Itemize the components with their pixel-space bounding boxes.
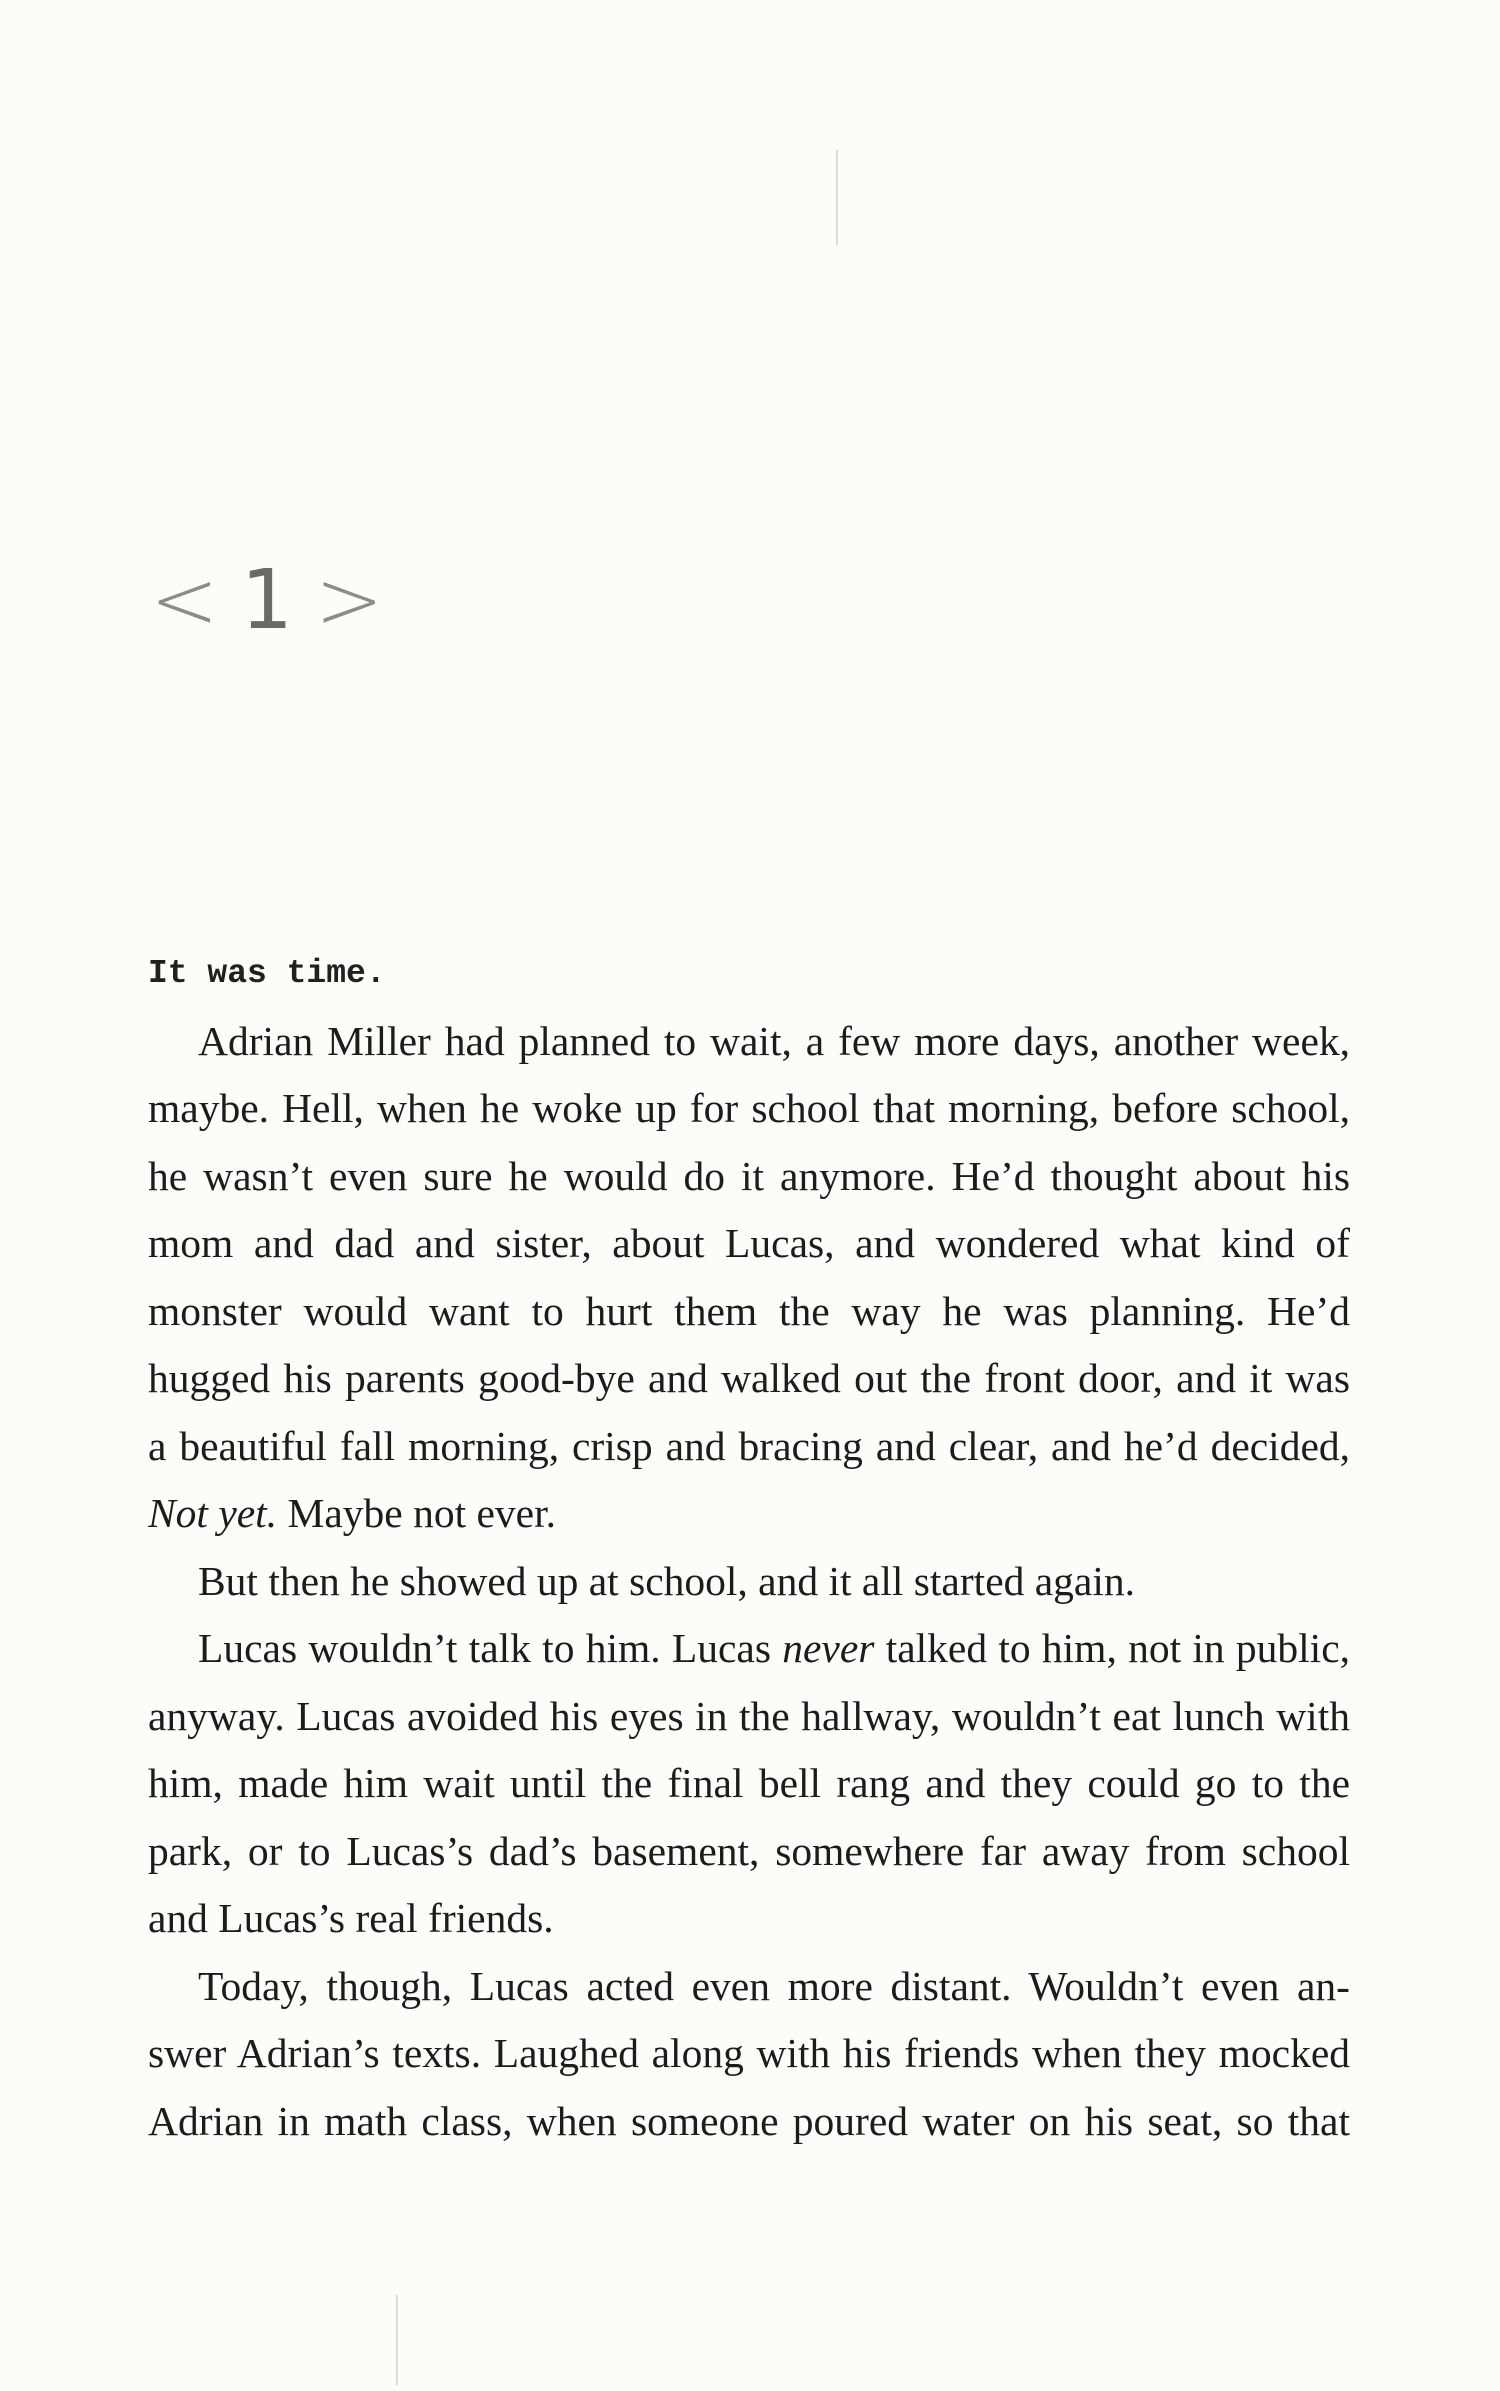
text-line: anyway. Lucas avoided his eyes in the hallway, wouldn’t eat lunch with	[148, 1692, 1350, 1739]
text-line: monster would want to hurt them the way he was planning. He’d	[148, 1287, 1350, 1334]
italic-phrase: never	[782, 1625, 875, 1671]
text-line: a beautiful fall morning, crisp and bracing and clear, and he’d decided,	[148, 1422, 1350, 1469]
text-line: Today, though, Lucas acted even more distant. Wouldn’t even an-	[198, 1962, 1350, 2009]
chapter-number: 1	[240, 553, 297, 648]
text-line: maybe. Hell, when he woke up for school that morning, before school,	[148, 1085, 1350, 1131]
text-line: hugged his parents good-bye and walked out the front door, and it was	[148, 1355, 1350, 1401]
chapter-close-bracket: >	[314, 553, 388, 648]
paragraph-2	[148, 1548, 1350, 1616]
text-fragment: Maybe not ever.	[277, 1490, 556, 1536]
paragraph-4	[148, 1953, 1350, 2156]
text-line: swer Adrian’s texts. Laughed along with his friends when they mocked	[148, 2030, 1350, 2076]
italic-phrase: Not yet.	[148, 1490, 278, 1536]
text-line: Adrian Miller had planned to wait, a few more days, another week,	[198, 1017, 1350, 1064]
text-fragment: Lucas wouldn’t talk to him. Lucas	[198, 1625, 783, 1671]
scan-artifact-bottom	[396, 2295, 398, 2385]
text-line: he wasn’t even sure he would do it anymore. He’d thought about his	[148, 1152, 1350, 1199]
paragraph-3	[148, 1615, 1350, 1953]
chapter-heading	[150, 553, 388, 648]
text-line	[148, 1480, 1350, 1548]
text-fragment: talked to him, not in public,	[874, 1625, 1350, 1671]
paragraph-1	[148, 1008, 1350, 1548]
text-line	[148, 1615, 1350, 1683]
chapter-body	[148, 940, 1350, 2155]
text-line: him, made him wait until the final bell rang and they could go to the	[148, 1760, 1350, 1806]
scan-artifact-top	[836, 150, 838, 245]
text-line: park, or to Lucas’s dad’s basement, somewhere far away from school	[148, 1827, 1350, 1874]
opening-line: It was time.	[148, 955, 386, 992]
text-line: But then he showed up at school, and it all started again.	[198, 1557, 1135, 1604]
text-line: and Lucas’s real friends.	[148, 1895, 554, 1941]
text-line: Adrian in math class, when someone poured water on his seat, so that	[148, 2097, 1350, 2144]
text-line: mom and dad and sister, about Lucas, and wondered what kind of	[148, 1220, 1350, 1266]
chapter-open-bracket: <	[150, 553, 223, 648]
